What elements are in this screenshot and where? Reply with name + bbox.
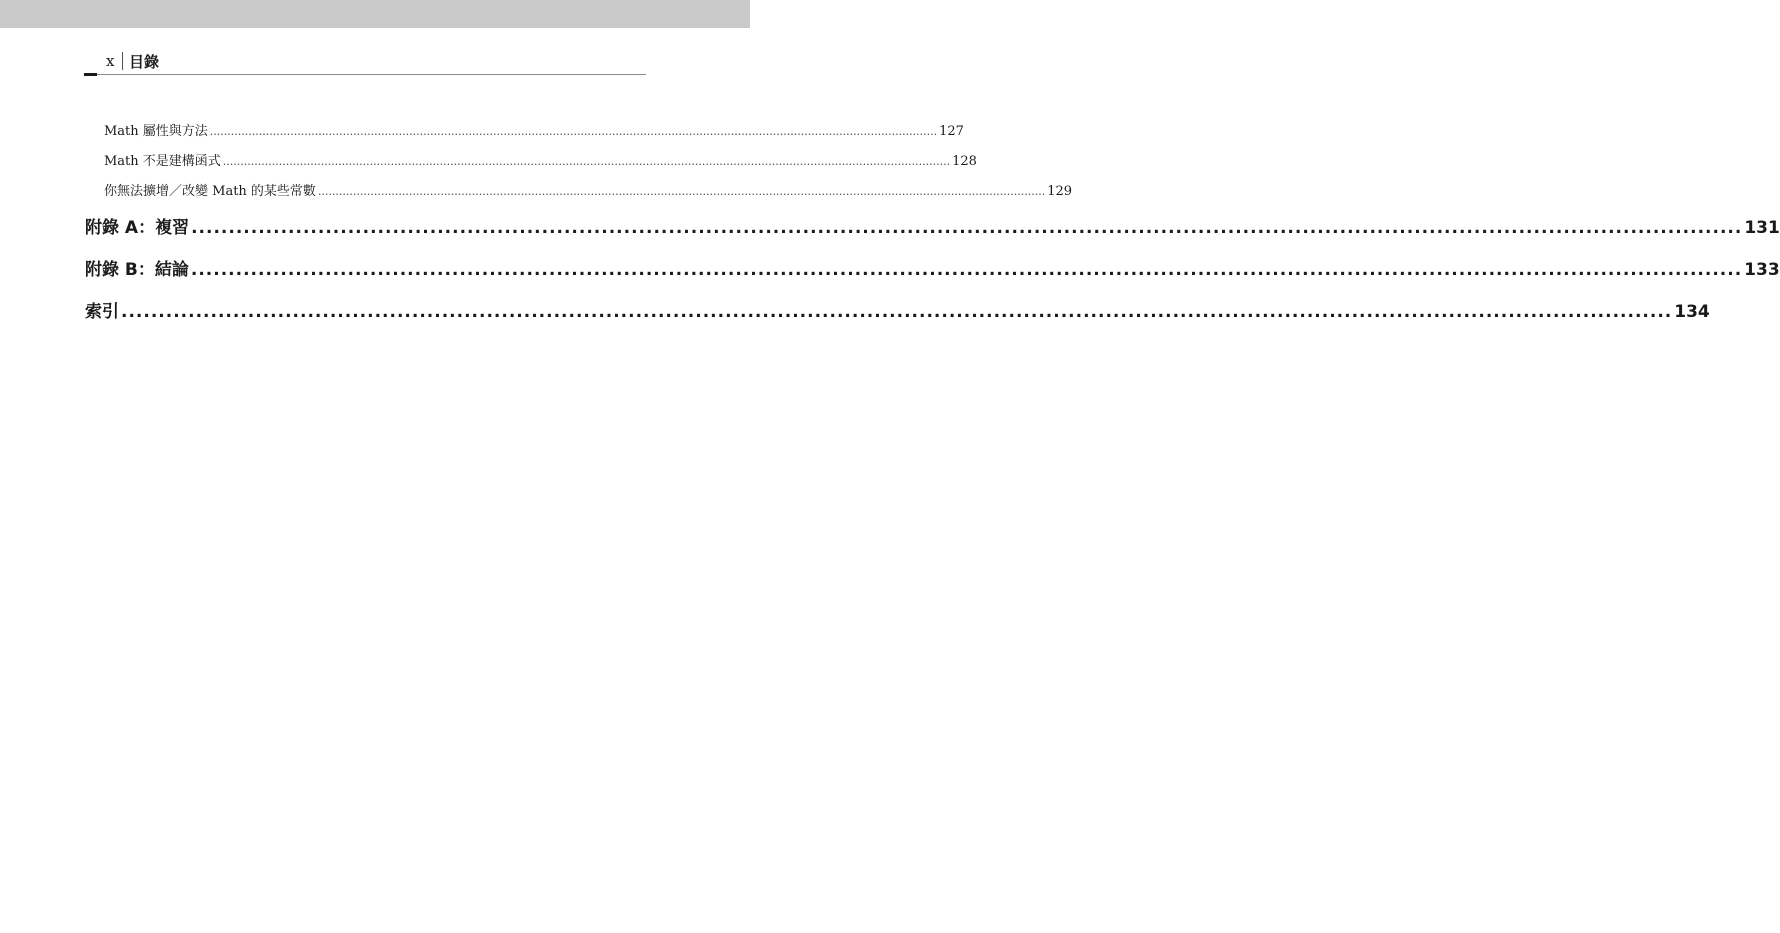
toc-appendix-entry[interactable]: [85, 255, 1780, 280]
dot-leader: ................................................................................................................................................................................................................: [121, 302, 1673, 322]
page-number: x: [106, 52, 115, 70]
toc-entry-page: 131: [1744, 218, 1780, 238]
toc-entry-label: Math 不是建構函式: [104, 154, 221, 169]
toc-entry[interactable]: [104, 180, 1073, 199]
header-separator: [122, 52, 123, 70]
toc-appendix-entry[interactable]: [85, 213, 1780, 238]
toc-entry[interactable]: [104, 150, 977, 169]
toc-entry-label: 附錄 A：複習: [85, 218, 190, 238]
toc-entry-page: 129: [1047, 184, 1073, 199]
header-rule: [97, 74, 646, 75]
toc-entry-page: 133: [1744, 260, 1780, 280]
dot-leader: ................................................................................................................................................................................................................: [317, 185, 1046, 198]
dot-leader: ................................................................................................................................................................................................................: [222, 155, 951, 168]
toc-entry-page: 128: [952, 154, 977, 169]
header-mark: [84, 73, 97, 76]
dot-leader: ................................................................................................................................................................................................................: [191, 218, 1743, 238]
toc-entry-label: 索引: [85, 302, 119, 322]
toc-entry[interactable]: [104, 120, 964, 139]
dot-leader: ................................................................................................................................................................................................................: [209, 125, 938, 138]
top-gray-bar: [0, 0, 750, 28]
toc-entry-page: 127: [939, 124, 964, 139]
toc-index-entry[interactable]: [85, 297, 1710, 322]
toc-entry-label: 附錄 B：結論: [85, 260, 189, 280]
toc-entry-page: 134: [1674, 302, 1710, 322]
section-title: 目錄: [129, 53, 160, 71]
toc-entry-label: Math 屬性與方法: [104, 124, 208, 139]
dot-leader: ................................................................................................................................................................................................................: [190, 260, 1743, 280]
page-header: [84, 50, 646, 78]
toc-entry-label: 你無法擴增／改變 Math 的某些常數: [104, 184, 316, 199]
